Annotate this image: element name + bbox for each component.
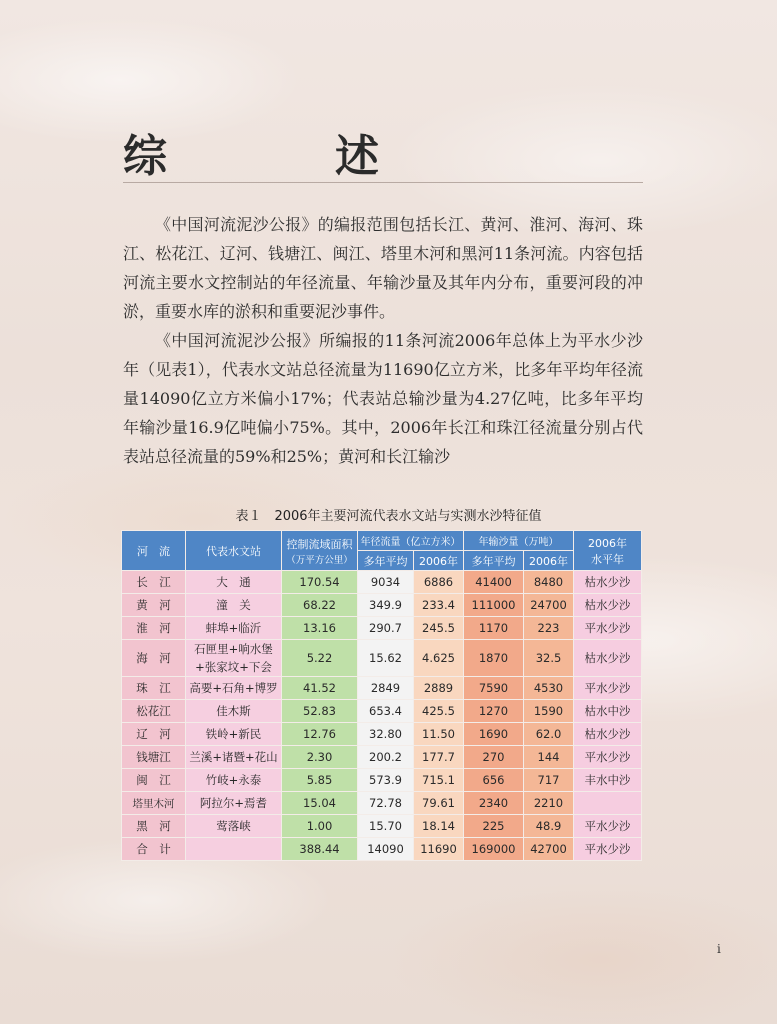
cell-area: 388.44 [282,838,358,861]
cell-station: 大 通 [186,571,282,594]
cell-level: 平水少沙 [574,677,642,700]
page-title: 综 述 [123,131,441,182]
cell-river: 珠 江 [122,677,186,700]
cell-area: 15.04 [282,792,358,815]
header-runoff: 年径流量（亿立方米） [358,531,464,551]
cell-sediment-2006: 32.5 [524,640,574,677]
cell-level: 平水少沙 [574,838,642,861]
cell-sediment-2006: 717 [524,769,574,792]
body-text [123,210,643,471]
cell-runoff-mean: 72.78 [358,792,414,815]
cell-area: 1.00 [282,815,358,838]
cell-station: 阿拉尔+焉耆 [186,792,282,815]
cell-river: 钱塘江 [122,746,186,769]
table-caption: 表１ 2006年主要河流代表水文站与实测水沙特征值 [235,509,542,524]
cell-river: 长 江 [122,571,186,594]
cell-runoff-2006: 11690 [414,838,464,861]
page-number: i [717,942,721,956]
cell-station: 铁岭+新民 [186,723,282,746]
cell-level: 枯水中沙 [574,700,642,723]
table-row [122,769,642,792]
cell-area: 170.54 [282,571,358,594]
header-level-year: 2006年 [588,536,627,550]
cell-level: 平水少沙 [574,617,642,640]
cell-runoff-mean: 15.62 [358,640,414,677]
header-level-label: 水平年 [591,552,624,566]
table-row [122,617,642,640]
cell-station: 蚌埠+临沂 [186,617,282,640]
header-area [282,531,358,571]
header-sediment-mean: 多年平均 [464,551,524,571]
title-divider [123,182,643,183]
cell-sediment-mean: 111000 [464,594,524,617]
header-area-label: 控制流域面积 [286,537,353,551]
cell-area: 68.22 [282,594,358,617]
cell-sediment-2006: 144 [524,746,574,769]
cell-runoff-2006: 245.5 [414,617,464,640]
header-runoff-mean: 多年平均 [358,551,414,571]
header-area-unit: （万平方公里） [286,554,353,566]
cell-sediment-2006: 24700 [524,594,574,617]
cell-river: 海 河 [122,640,186,677]
cell-station: 佳木斯 [186,700,282,723]
cell-sediment-2006: 1590 [524,700,574,723]
cell-area: 5.85 [282,769,358,792]
table-row [122,700,642,723]
table-row [122,746,642,769]
cell-runoff-mean: 290.7 [358,617,414,640]
cell-river: 松花江 [122,700,186,723]
cell-runoff-2006: 79.61 [414,792,464,815]
cell-river: 黄 河 [122,594,186,617]
cell-station: 潼 关 [186,594,282,617]
cell-river: 淮 河 [122,617,186,640]
cell-sediment-mean: 41400 [464,571,524,594]
cell-runoff-2006: 18.14 [414,815,464,838]
cell-level: 枯水少沙 [574,723,642,746]
cell-area: 2.30 [282,746,358,769]
table-row [122,594,642,617]
cell-sediment-mean: 656 [464,769,524,792]
header-river: 河 流 [122,531,186,571]
header-level [574,531,642,571]
cell-station: 石匣里+响水堡+张家坟+下会 [186,640,282,677]
cell-runoff-mean: 653.4 [358,700,414,723]
cell-runoff-2006: 715.1 [414,769,464,792]
cell-station: 莺落峡 [186,815,282,838]
cell-runoff-mean: 32.80 [358,723,414,746]
cell-river: 辽 河 [122,723,186,746]
cell-level: 平水少沙 [574,815,642,838]
paragraph-scope: 《中国河流泥沙公报》的编报范围包括长江、黄河、淮河、海河、珠江、松花江、辽河、钱塘江、闽江、塔里木河和黑河11条河流。内容包括河流主要水文控制站的年径流量、年输沙量及其年内分布，重要河段的冲淤，重要水库的淤积和重要泥沙事件。 [123,215,643,321]
cell-level: 丰水中沙 [574,769,642,792]
table-row [122,723,642,746]
cell-level [574,792,642,815]
header-sediment-2006: 2006年 [524,551,574,571]
cell-runoff-2006: 2889 [414,677,464,700]
cell-sediment-2006: 2210 [524,792,574,815]
cell-sediment-mean: 1690 [464,723,524,746]
cell-runoff-2006: 425.5 [414,700,464,723]
cell-sediment-2006: 4530 [524,677,574,700]
cell-station [186,838,282,861]
header-runoff-2006: 2006年 [414,551,464,571]
cell-sediment-mean: 1270 [464,700,524,723]
cell-sediment-2006: 62.0 [524,723,574,746]
cell-river: 闽 江 [122,769,186,792]
cell-runoff-2006: 177.7 [414,746,464,769]
cell-runoff-mean: 9034 [358,571,414,594]
cell-runoff-mean: 349.9 [358,594,414,617]
cell-runoff-mean: 15.70 [358,815,414,838]
table-row [122,815,642,838]
cell-area: 52.83 [282,700,358,723]
cell-runoff-mean: 2849 [358,677,414,700]
cell-area: 41.52 [282,677,358,700]
cell-sediment-2006: 42700 [524,838,574,861]
cell-river: 塔里木河 [122,792,186,815]
table-row [122,677,642,700]
cell-runoff-2006: 233.4 [414,594,464,617]
table-row [122,571,642,594]
cell-sediment-mean: 225 [464,815,524,838]
cell-station: 高要+石角+博罗 [186,677,282,700]
cell-sediment-mean: 2340 [464,792,524,815]
cell-station: 兰溪+诸暨+花山 [186,746,282,769]
header-station: 代表水文站 [186,531,282,571]
cell-runoff-mean: 200.2 [358,746,414,769]
cell-area: 13.16 [282,617,358,640]
cell-runoff-2006: 11.50 [414,723,464,746]
river-sediment-table [121,530,642,861]
cell-level: 枯水少沙 [574,571,642,594]
cell-river: 黑 河 [122,815,186,838]
paragraph-summary: 《中国河流泥沙公报》所编报的11条河流2006年总体上为平水少沙年（见表1），代表水文站总径流量为11690亿立方米，比多年平均年径流量14090亿立方米偏小17%；代表站总输沙量为4.27亿吨，比多年平均年输沙量16.9亿吨偏小75%。其中，2006年长江和珠江径流量分别占代表站总径流量的59%和25%；黄河和长江输沙 [123,331,643,466]
cell-sediment-2006: 48.9 [524,815,574,838]
cell-station: 竹岐+永泰 [186,769,282,792]
header-sediment: 年输沙量（万吨） [464,531,574,551]
cell-sediment-2006: 8480 [524,571,574,594]
cell-sediment-mean: 270 [464,746,524,769]
table-row [122,640,642,677]
cell-sediment-2006: 223 [524,617,574,640]
cell-area: 5.22 [282,640,358,677]
cell-runoff-2006: 6886 [414,571,464,594]
cell-level: 平水少沙 [574,746,642,769]
cell-runoff-mean: 14090 [358,838,414,861]
cell-runoff-mean: 573.9 [358,769,414,792]
cell-sediment-mean: 7590 [464,677,524,700]
cell-sediment-mean: 1870 [464,640,524,677]
cell-level: 枯水少沙 [574,640,642,677]
table-row-total [122,838,642,861]
cell-sediment-mean: 169000 [464,838,524,861]
cell-area: 12.76 [282,723,358,746]
cell-sediment-mean: 1170 [464,617,524,640]
cell-level: 枯水少沙 [574,594,642,617]
cell-runoff-2006: 4.625 [414,640,464,677]
table-row [122,792,642,815]
cell-river: 合 计 [122,838,186,861]
